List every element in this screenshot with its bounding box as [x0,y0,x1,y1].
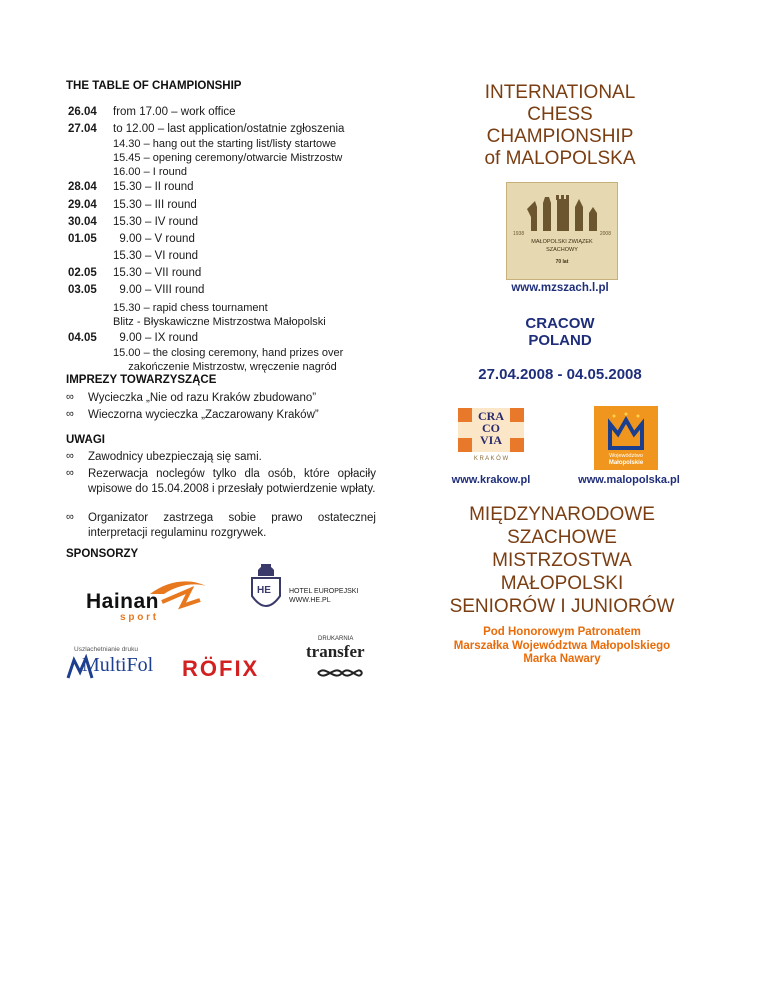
infinity-bullet-icon: ∞ [66,408,74,420]
infinity-bullet-icon: ∞ [66,391,74,403]
events-title: IMPREZY TOWARZYSZĄCE [66,374,217,386]
schedule-text: 9.00 – IX round [113,332,199,344]
notes-title: UWAGI [66,434,105,446]
english-title: INTERNATIONAL CHESS CHAMPIONSHIP of MALOPOLSKA [484,82,636,169]
schedule-text: 15.00 – the closing ceremony, hand prizes over [113,347,344,359]
malopolska-url[interactable]: www.malopolska.pl [578,474,680,486]
cracovia-logo: CRA CO VIA K R A K Ó W [456,406,526,466]
mzszach-anniversary-logo: 1938 2008 MAŁOPOLSKI ZWIĄZEK SZACHOWY 70 lat [506,182,618,280]
schedule-text: 9.00 – V round [113,233,195,245]
schedule-date: 01.05 [68,233,97,245]
infinity-bullet-icon: ∞ [66,467,74,479]
schedule-date: 27.04 [68,123,97,135]
schedule-text: 15.45 – opening ceremony/otwarcie Mistrzostw [113,152,343,164]
infinity-bullet-icon: ∞ [66,511,74,523]
schedule-date: 30.04 [68,216,97,228]
patronage: Pod Honorowym Patronatem Marszałka Województwa Małopolskiego Marka Nawary [453,626,671,665]
schedule-date: 04.05 [68,332,97,344]
schedule-text: 15.30 – VI round [113,250,199,262]
schedule-date: 29.04 [68,199,97,211]
schedule-text: to 12.00 – last application/ostatnie zgłoszenia [113,123,345,135]
schedule-date: 26.04 [68,106,97,118]
transfer-knot-icon [314,664,364,682]
schedule-date: 03.05 [68,284,97,296]
schedule-title: THE TABLE OF CHAMPIONSHIP [66,80,242,92]
schedule-date: 28.04 [68,181,97,193]
schedule-text: Blitz - Błyskawiczne Mistrzostwa Małopolski [113,316,326,328]
hainan-sport-logo: Hainan s p o r t [80,576,212,626]
schedule-text: 15.30 – II round [113,181,194,193]
city-label: CRACOW POLAND [525,315,595,349]
transfer-logo: DRUKARNIA transfer [304,636,376,684]
malopolska-crown-icon [594,410,658,454]
schedule-date: 02.05 [68,267,97,279]
event-dates: 27.04.2008 - 04.05.2008 [478,366,642,383]
chess-pieces-icon [507,187,617,237]
schedule-text: 16.00 – I round [113,166,188,178]
infinity-bullet-icon: ∞ [66,450,74,462]
multifol-logo: Uszlachetnianie druku MultiFol [66,646,168,680]
schedule-text: from 17.00 – work office [113,106,236,118]
schedule-text: 14.30 – hang out the starting list/listy startowe [113,138,337,150]
schedule-text: 15.30 – IV round [113,216,199,228]
malopolska-logo: Województwo Małopolskie [594,406,658,470]
hotel-europejski-logo: HE HOTEL EUROPEJSKI WWW.HE.PL [248,560,376,618]
schedule-text: 15.30 – rapid chess tournament [113,302,268,314]
sponsors-title: SPONSORZY [66,548,139,560]
schedule-text: 15.30 – VII round [113,267,202,279]
rofix-logo: RÖFIX [182,656,260,681]
polish-title: MIĘDZYNARODOWE SZACHOWE MISTRZOSTWA MAŁOPOLSKI SENIORÓW I JUNIORÓW [449,504,675,617]
krakow-url[interactable]: www.krakow.pl [451,474,531,486]
schedule-text: zakończenie Mistrzostw, wręczenie nagród [113,361,337,373]
schedule-text: 15.30 – III round [113,199,197,211]
schedule-text: 9.00 – VIII round [113,284,205,296]
mzszach-url[interactable]: www.mzszach.l.pl [511,282,609,294]
